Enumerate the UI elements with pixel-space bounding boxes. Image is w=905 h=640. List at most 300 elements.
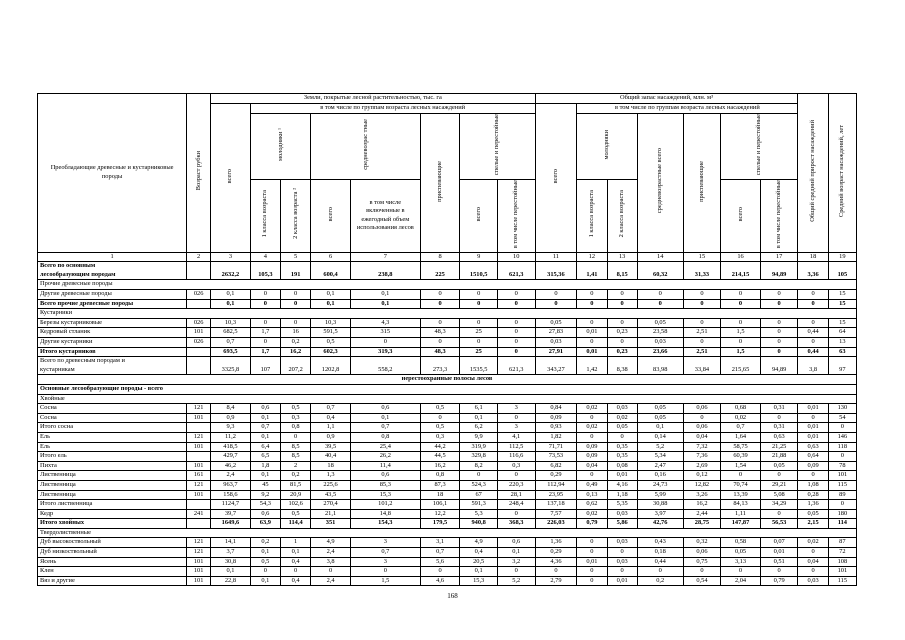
- header-lands-young: молодняки ¹: [250, 114, 311, 180]
- table-cell: 3: [350, 557, 420, 567]
- table-cell: 0: [683, 318, 721, 328]
- table-cell: 107: [250, 357, 280, 375]
- table-cell: 1,3: [311, 471, 351, 481]
- table-cell: 0,6: [250, 509, 280, 519]
- table-cell: 5,6: [420, 557, 460, 567]
- row-cutting-age: 101: [187, 328, 211, 338]
- table-cell: 2: [281, 461, 311, 471]
- table-cell: 1,5: [721, 347, 761, 357]
- row-name: Другие кустарники: [38, 338, 187, 348]
- header-avg-growth: Общий средний прирост насаждений: [798, 94, 828, 253]
- row-cutting-age: 121: [187, 432, 211, 442]
- table-cell: 0,02: [721, 413, 761, 423]
- table-cell: 0,04: [683, 432, 721, 442]
- group-label-row: [38, 528, 857, 538]
- header-stock-young-class1: 1 класса возраста: [577, 179, 607, 252]
- table-cell: 0: [637, 567, 683, 577]
- row-name: [38, 262, 187, 280]
- table-cell: 0: [760, 299, 798, 309]
- header-lands-young-class2: 2 класса возраста ²: [281, 179, 311, 252]
- table-cell: 0,04: [577, 461, 607, 471]
- column-number: 17: [760, 252, 798, 262]
- table-cell: 0: [420, 567, 460, 577]
- table-cell: 8,2: [460, 461, 498, 471]
- table-cell: 0,02: [577, 404, 607, 414]
- table-cell: 0,03: [535, 338, 577, 348]
- table-cell: 1,36: [535, 538, 577, 548]
- table-cell: 0: [798, 290, 828, 300]
- table-cell: 2,4: [311, 576, 351, 586]
- row-name: Вяз и другие: [38, 576, 187, 586]
- column-number: 9: [460, 252, 498, 262]
- table-cell: 10,3: [311, 318, 351, 328]
- row-name: Дуб низкоствольный: [38, 548, 187, 558]
- table-cell: 0,63: [798, 442, 828, 452]
- group-label-row: [38, 280, 857, 290]
- table-cell: 0: [535, 567, 577, 577]
- header-stock-mature-incl: в том числе перестойные: [760, 179, 798, 252]
- table-cell: 693,5: [211, 347, 251, 357]
- column-number: 16: [721, 252, 761, 262]
- table-row: [38, 442, 857, 452]
- table-row: [38, 576, 857, 586]
- column-number: 12: [577, 252, 607, 262]
- table-cell: 25,4: [350, 442, 420, 452]
- table-cell: 0,05: [637, 404, 683, 414]
- row-name: Кедр: [38, 509, 187, 519]
- table-cell: 0: [497, 471, 535, 481]
- table-cell: 1,08: [798, 480, 828, 490]
- table-cell: 214,15: [721, 262, 761, 280]
- table-cell: 0,12: [683, 471, 721, 481]
- table-cell: 368,3: [497, 519, 535, 529]
- table-cell: 0: [535, 290, 577, 300]
- table-cell: 0: [281, 318, 311, 328]
- table-cell: 0: [798, 548, 828, 558]
- table-cell: 85,3: [350, 480, 420, 490]
- row-cutting-age: 026: [187, 290, 211, 300]
- table-cell: 248,4: [497, 500, 535, 510]
- table-cell: 940,8: [460, 519, 498, 529]
- table-cell: 0,2: [281, 471, 311, 481]
- column-number: 13: [607, 252, 637, 262]
- table-cell: 0: [577, 338, 607, 348]
- column-number: 4: [250, 252, 280, 262]
- table-cell: 0,01: [577, 557, 607, 567]
- table-cell: 0: [828, 452, 856, 462]
- row-name: [38, 357, 187, 375]
- table-cell: 429,7: [211, 452, 251, 462]
- table-cell: 6,5: [250, 452, 280, 462]
- table-cell: 0: [281, 567, 311, 577]
- table-cell: 0,31: [760, 423, 798, 433]
- table-cell: 0,2: [281, 338, 311, 348]
- table-cell: 0: [577, 538, 607, 548]
- table-cell: 22,8: [211, 576, 251, 586]
- table-cell: 238,8: [350, 262, 420, 280]
- table-cell: 8,4: [211, 404, 251, 414]
- table-cell: 101,2: [350, 500, 420, 510]
- table-cell: 0: [497, 318, 535, 328]
- table-cell: 70,74: [721, 480, 761, 490]
- table-cell: 0,51: [760, 557, 798, 567]
- table-cell: 0: [721, 299, 761, 309]
- table-cell: 6,1: [460, 404, 498, 414]
- row-cutting-age: [187, 452, 211, 462]
- table-cell: 94,89: [760, 262, 798, 280]
- table-cell: 0,2: [250, 538, 280, 548]
- row-name: Ясень: [38, 557, 187, 567]
- table-cell: 0: [497, 338, 535, 348]
- row-name: Ель: [38, 442, 187, 452]
- table-row: [38, 471, 857, 481]
- table-cell: 8,15: [607, 262, 637, 280]
- table-row: [38, 538, 857, 548]
- table-cell: 10,3: [211, 318, 251, 328]
- table-cell: 0: [460, 299, 498, 309]
- table-cell: 0: [577, 318, 607, 328]
- table-cell: 0: [497, 567, 535, 577]
- table-cell: 3325,8: [211, 357, 251, 375]
- row-cutting-age: [187, 262, 211, 280]
- table-cell: 226,03: [535, 519, 577, 529]
- table-cell: 2,79: [535, 576, 577, 586]
- table-cell: 0,44: [798, 347, 828, 357]
- table-cell: 0: [760, 471, 798, 481]
- table-cell: 108: [828, 557, 856, 567]
- row-name: Итого сосна: [38, 423, 187, 433]
- table-cell: 0,23: [607, 347, 637, 357]
- table-cell: 0: [460, 471, 498, 481]
- table-cell: 0,6: [350, 404, 420, 414]
- table-cell: 60,32: [637, 262, 683, 280]
- page-number: 168: [447, 592, 458, 600]
- group-label-row: [38, 384, 857, 394]
- table-cell: 0,05: [721, 548, 761, 558]
- table-cell: 0,4: [281, 557, 311, 567]
- table-cell: 0,1: [460, 413, 498, 423]
- table-cell: 0: [497, 290, 535, 300]
- table-row: [38, 548, 857, 558]
- table-cell: 0,05: [607, 423, 637, 433]
- header-lands-young-class1: 1 класса возраста: [250, 179, 280, 252]
- table-cell: 0,14: [637, 432, 683, 442]
- table-cell: 0: [607, 318, 637, 328]
- row-cutting-age: 026: [187, 338, 211, 348]
- header-total-stock: Общий запас насаждений, млн. м³: [535, 94, 798, 104]
- table-cell: 1535,5: [460, 357, 498, 375]
- table-cell: 1,7: [250, 328, 280, 338]
- row-name-line: лесообразующим породам: [40, 270, 116, 278]
- table-cell: 524,3: [460, 480, 498, 490]
- table-cell: 137,18: [535, 500, 577, 510]
- table-cell: 1,64: [721, 432, 761, 442]
- row-name: Сосна: [38, 404, 187, 414]
- table-cell: 5,99: [637, 490, 683, 500]
- table-cell: 2,15: [798, 519, 828, 529]
- table-cell: 0: [497, 299, 535, 309]
- table-cell: 33,84: [683, 357, 721, 375]
- header-lands-total: всего: [211, 104, 251, 253]
- table-cell: 9,3: [211, 423, 251, 433]
- table-cell: 29,21: [760, 480, 798, 490]
- table-cell: 60,39: [721, 452, 761, 462]
- table-row: [38, 519, 857, 529]
- table-cell: 20,9: [281, 490, 311, 500]
- table-cell: 0,01: [760, 548, 798, 558]
- table-cell: 0: [281, 299, 311, 309]
- table-cell: 270,4: [311, 500, 351, 510]
- table-cell: 0,05: [535, 318, 577, 328]
- table-cell: 315: [350, 328, 420, 338]
- table-cell: 0,6: [350, 471, 420, 481]
- table-cell: 0: [460, 338, 498, 348]
- table-cell: 0: [577, 471, 607, 481]
- table-cell: 225,6: [311, 480, 351, 490]
- table-cell: 3,8: [798, 357, 828, 375]
- header-stock-mature: спелые и перестойные: [721, 114, 798, 180]
- table-cell: 2,44: [683, 509, 721, 519]
- table-cell: 0: [577, 548, 607, 558]
- row-cutting-age: [187, 299, 211, 309]
- table-cell: 0,18: [637, 548, 683, 558]
- table-cell: 0,1: [460, 567, 498, 577]
- table-cell: 15: [828, 290, 856, 300]
- table-cell: 1,1: [311, 423, 351, 433]
- table-cell: 0: [420, 299, 460, 309]
- table-row: [38, 290, 857, 300]
- row-name: Итого ель: [38, 452, 187, 462]
- column-number: 11: [535, 252, 577, 262]
- table-cell: 0,1: [637, 423, 683, 433]
- table-cell: 0,03: [798, 576, 828, 586]
- table-cell: 0: [420, 413, 460, 423]
- table-cell: 1,82: [535, 432, 577, 442]
- table-cell: 2,04: [721, 576, 761, 586]
- table-cell: 154,3: [350, 519, 420, 529]
- table-cell: 4,1: [497, 432, 535, 442]
- table-cell: 11,4: [350, 461, 420, 471]
- table-cell: 0: [497, 347, 535, 357]
- row-cutting-age: 101: [187, 413, 211, 423]
- table-cell: 0,29: [535, 471, 577, 481]
- table-cell: 3,97: [637, 509, 683, 519]
- table-cell: 0: [250, 318, 280, 328]
- table-cell: 273,3: [420, 357, 460, 375]
- table-cell: 2,51: [683, 347, 721, 357]
- table-cell: 5,34: [637, 452, 683, 462]
- table-cell: 2,51: [683, 328, 721, 338]
- table-cell: 13,39: [721, 490, 761, 500]
- table-header: [38, 94, 857, 253]
- table-cell: 3: [497, 423, 535, 433]
- table-cell: 115: [828, 480, 856, 490]
- header-stock-age-groups: в том числе по группам возраста лесных насаждений: [577, 104, 798, 114]
- table-cell: 1,8: [250, 461, 280, 471]
- table-cell: 0,5: [281, 404, 311, 414]
- table-cell: 0: [721, 290, 761, 300]
- group-label: Кустарники: [38, 309, 857, 319]
- row-name: Клен: [38, 567, 187, 577]
- table-cell: 0: [828, 423, 856, 433]
- table-cell: 3,2: [497, 557, 535, 567]
- header-avg-age: Средний возраст насаждений, лет: [828, 94, 856, 253]
- header-stock-total: всего: [535, 104, 577, 253]
- table-cell: 0,01: [798, 404, 828, 414]
- table-cell: 1510,5: [460, 262, 498, 280]
- table-cell: 0: [760, 290, 798, 300]
- table-cell: 0: [828, 500, 856, 510]
- table-row: [38, 347, 857, 357]
- table-cell: 0: [607, 338, 637, 348]
- table-cell: 225: [420, 262, 460, 280]
- section-row: [38, 375, 857, 385]
- table-cell: 0,5: [250, 557, 280, 567]
- table-cell: 0: [607, 299, 637, 309]
- table-cell: 0,03: [607, 509, 637, 519]
- column-number: 15: [683, 252, 721, 262]
- table-cell: 30,8: [211, 557, 251, 567]
- table-cell: 3: [497, 404, 535, 414]
- table-cell: 1202,8: [311, 357, 351, 375]
- table-cell: 0,01: [798, 432, 828, 442]
- table-cell: 54: [828, 413, 856, 423]
- table-cell: 115: [828, 576, 856, 586]
- column-number: 19: [828, 252, 856, 262]
- table-cell: 13: [828, 338, 856, 348]
- group-label: Прочие древесные породы: [38, 280, 857, 290]
- table-cell: 220,3: [497, 480, 535, 490]
- table-cell: 5,08: [760, 490, 798, 500]
- table-cell: 2632,2: [211, 262, 251, 280]
- table-cell: 418,5: [211, 442, 251, 452]
- column-number: 1: [38, 252, 187, 262]
- row-cutting-age: 121: [187, 548, 211, 558]
- table-cell: 0: [760, 347, 798, 357]
- table-cell: 1,5: [350, 576, 420, 586]
- table-row: [38, 490, 857, 500]
- table-cell: 0,43: [637, 538, 683, 548]
- row-cutting-age: 101: [187, 461, 211, 471]
- table-cell: 43,5: [311, 490, 351, 500]
- table-cell: 2,47: [637, 461, 683, 471]
- row-cutting-age: 121: [187, 480, 211, 490]
- table-cell: 0: [577, 290, 607, 300]
- table-cell: 0: [683, 413, 721, 423]
- table-cell: 12,82: [683, 480, 721, 490]
- table-cell: 0: [683, 299, 721, 309]
- table-row: [38, 318, 857, 328]
- table-cell: 39,5: [311, 442, 351, 452]
- table-cell: 0,35: [607, 452, 637, 462]
- row-name: Итого кустарников: [38, 347, 187, 357]
- header-stock-premature: приспевающие: [683, 114, 721, 253]
- table-cell: 0,03: [637, 338, 683, 348]
- header-lands-premature: приспевающие: [420, 114, 460, 253]
- table-cell: 0,63: [760, 432, 798, 442]
- header-lands-mature-total: всего: [460, 179, 498, 252]
- group-label-row: [38, 309, 857, 319]
- table-cell: 34,29: [760, 500, 798, 510]
- table-cell: 1649,6: [211, 519, 251, 529]
- table-cell: 4,36: [535, 557, 577, 567]
- table-cell: 0: [760, 413, 798, 423]
- table-cell: 0,4: [281, 576, 311, 586]
- table-cell: 0,3: [497, 461, 535, 471]
- table-cell: 0,75: [683, 557, 721, 567]
- table-cell: 0: [577, 432, 607, 442]
- table-cell: 0,1: [350, 290, 420, 300]
- row-cutting-age: 101: [187, 490, 211, 500]
- table-cell: 0: [350, 567, 420, 577]
- table-cell: 20,5: [460, 557, 498, 567]
- row-cutting-age: 026: [187, 318, 211, 328]
- table-cell: 0,32: [683, 538, 721, 548]
- table-cell: 4,16: [607, 480, 637, 490]
- table-cell: 0,9: [211, 413, 251, 423]
- table-cell: 0: [420, 318, 460, 328]
- table-cell: 118: [828, 442, 856, 452]
- table-cell: 1,18: [607, 490, 637, 500]
- table-cell: 0: [311, 567, 351, 577]
- table-cell: 40,4: [311, 452, 351, 462]
- group-label: Основные лесообразующие породы - всего: [38, 384, 857, 394]
- table-cell: 5,2: [637, 442, 683, 452]
- table-cell: 621,3: [497, 357, 535, 375]
- table-cell: 0: [721, 567, 761, 577]
- row-cutting-age: [187, 500, 211, 510]
- table-cell: 0: [250, 338, 280, 348]
- row-name: Сосна: [38, 413, 187, 423]
- table-row: [38, 432, 857, 442]
- table-cell: 89: [828, 490, 856, 500]
- table-cell: 25: [460, 347, 498, 357]
- column-number: 6: [311, 252, 351, 262]
- table-cell: 114: [828, 519, 856, 529]
- table-cell: 14,1: [211, 538, 251, 548]
- table-cell: 0,01: [577, 328, 607, 338]
- table-cell: 0,05: [637, 413, 683, 423]
- table-cell: 158,6: [211, 490, 251, 500]
- table-cell: 191: [281, 262, 311, 280]
- table-cell: 0: [535, 299, 577, 309]
- table-cell: 621,3: [497, 262, 535, 280]
- table-cell: 8,5: [281, 452, 311, 462]
- table-cell: 0: [577, 567, 607, 577]
- table-cell: 27,83: [535, 328, 577, 338]
- table-cell: 0,79: [760, 576, 798, 586]
- table-cell: 591,5: [311, 328, 351, 338]
- table-cell: 7,36: [683, 452, 721, 462]
- table-body: [38, 252, 857, 586]
- row-name: Итого хвойных: [38, 519, 187, 529]
- table-cell: 0,05: [637, 318, 683, 328]
- table-row: [38, 299, 857, 309]
- row-name: Другие древесные породы: [38, 290, 187, 300]
- table-cell: 0,01: [607, 471, 637, 481]
- data-table-container: [37, 93, 857, 586]
- row-name: Пихта: [38, 461, 187, 471]
- table-cell: 0,1: [250, 432, 280, 442]
- table-cell: 16,2: [281, 347, 311, 357]
- table-cell: 15,3: [460, 576, 498, 586]
- table-cell: 0,1: [211, 567, 251, 577]
- table-cell: 180: [828, 509, 856, 519]
- table-cell: 591,3: [460, 500, 498, 510]
- table-cell: 0: [497, 509, 535, 519]
- table-cell: 319,9: [460, 442, 498, 452]
- row-cutting-age: [187, 347, 211, 357]
